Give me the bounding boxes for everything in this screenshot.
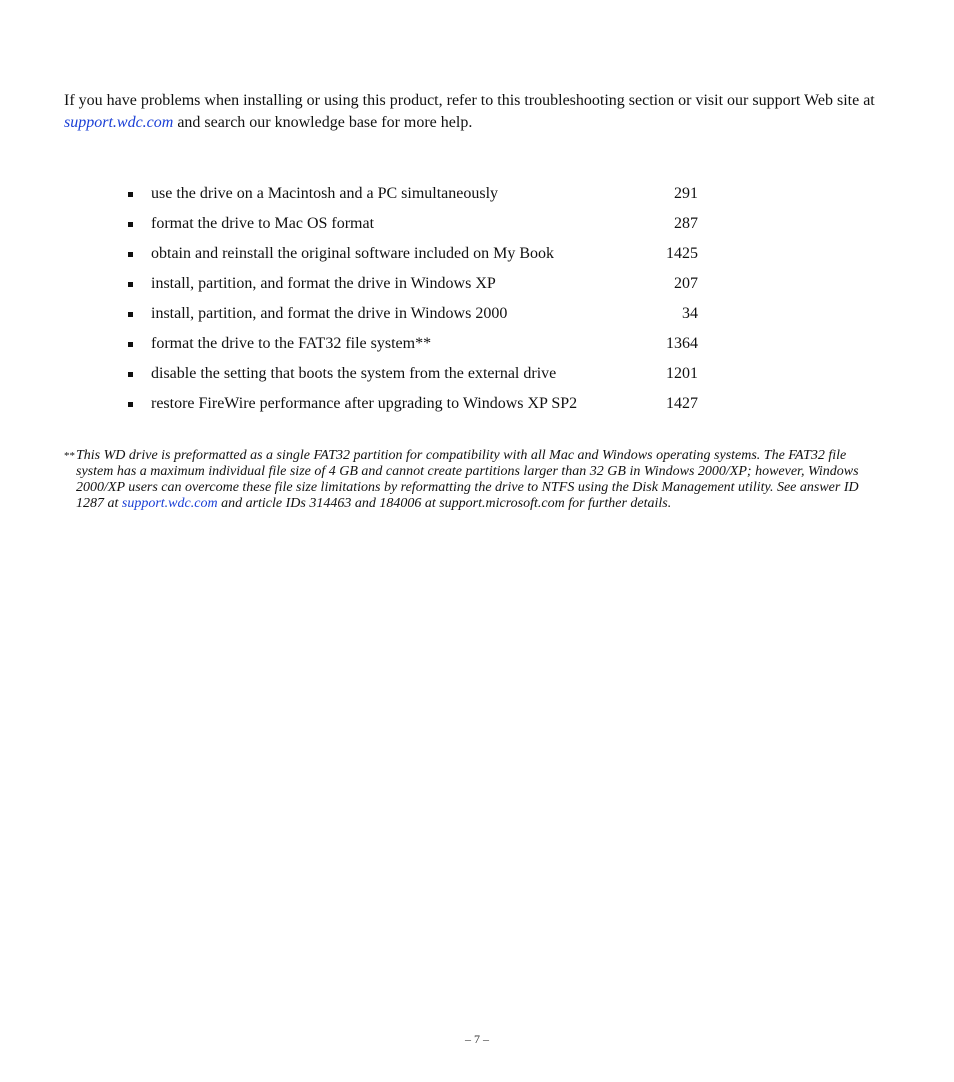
intro-text-before: If you have problems when installing or using this product, refer to this troubleshooting section or visit our support Web site at (64, 92, 875, 109)
list-item (128, 180, 708, 210)
intro-text-after: and search our knowledge base for more help. (173, 114, 473, 131)
intro-paragraph (64, 90, 894, 134)
answer-id: 1425 (666, 245, 698, 262)
topic-text: obtain and reinstall the original software included on My Book (151, 245, 555, 262)
topic-text: format the drive to the FAT32 file system** (151, 335, 432, 352)
answer-id: 1364 (666, 335, 698, 352)
answer-id: 1201 (666, 365, 698, 382)
footnote-mark: ** (64, 450, 75, 462)
topic-text: format the drive to Mac OS format (151, 215, 375, 232)
bullet-icon (128, 372, 133, 377)
footnote-support-link[interactable]: support.wdc.com (121, 496, 218, 511)
answer-id: 291 (674, 185, 698, 202)
answer-id: 1427 (666, 395, 698, 412)
answer-id: 34 (682, 305, 698, 322)
list-item (128, 360, 708, 390)
answer-id: 207 (674, 275, 698, 292)
bullet-icon (128, 252, 133, 257)
topic-text: install, partition, and format the drive in Windows 2000 (151, 305, 508, 322)
footnote-body (64, 448, 864, 512)
bullet-icon (128, 222, 133, 227)
list-item (128, 390, 708, 420)
list-item (128, 210, 708, 240)
list-item (128, 270, 708, 300)
answer-id: 287 (674, 215, 698, 232)
topic-text: disable the setting that boots the system from the external drive (151, 365, 557, 382)
bullet-icon (128, 402, 133, 407)
page-number: – 7 – (465, 1032, 489, 1046)
bullet-icon (128, 312, 133, 317)
footnote-text-after: and article IDs 314463 and 184006 at support.microsoft.com for further details. (217, 496, 672, 511)
footnote (64, 448, 864, 512)
list-item (128, 240, 708, 270)
topic-text: install, partition, and format the drive in Windows XP (151, 275, 496, 292)
bullet-icon (128, 282, 133, 287)
topic-text: use the drive on a Macintosh and a PC simultaneously (151, 185, 499, 202)
topic-list (128, 180, 708, 420)
bullet-icon (128, 192, 133, 197)
bullet-icon (128, 342, 133, 347)
topic-text: restore FireWire performance after upgrading to Windows XP SP2 (151, 395, 578, 412)
footnote-text-before: This WD drive is preformatted as a single FAT32 partition for compatibility with all Mac and Windows operating systems. The FAT32 file system has a maximum individual file size of 4 GB and cannot create partitions larger than 32 GB in Windows 2000/XP; however, Windows 2000/XP users can overcome these file size limitations by reformatting the drive to NTFS using the Disk Management utility. See answer ID 1287 at (76, 448, 859, 511)
list-item (128, 330, 708, 360)
list-item (128, 300, 708, 330)
support-link[interactable]: support.wdc.com (64, 114, 174, 131)
